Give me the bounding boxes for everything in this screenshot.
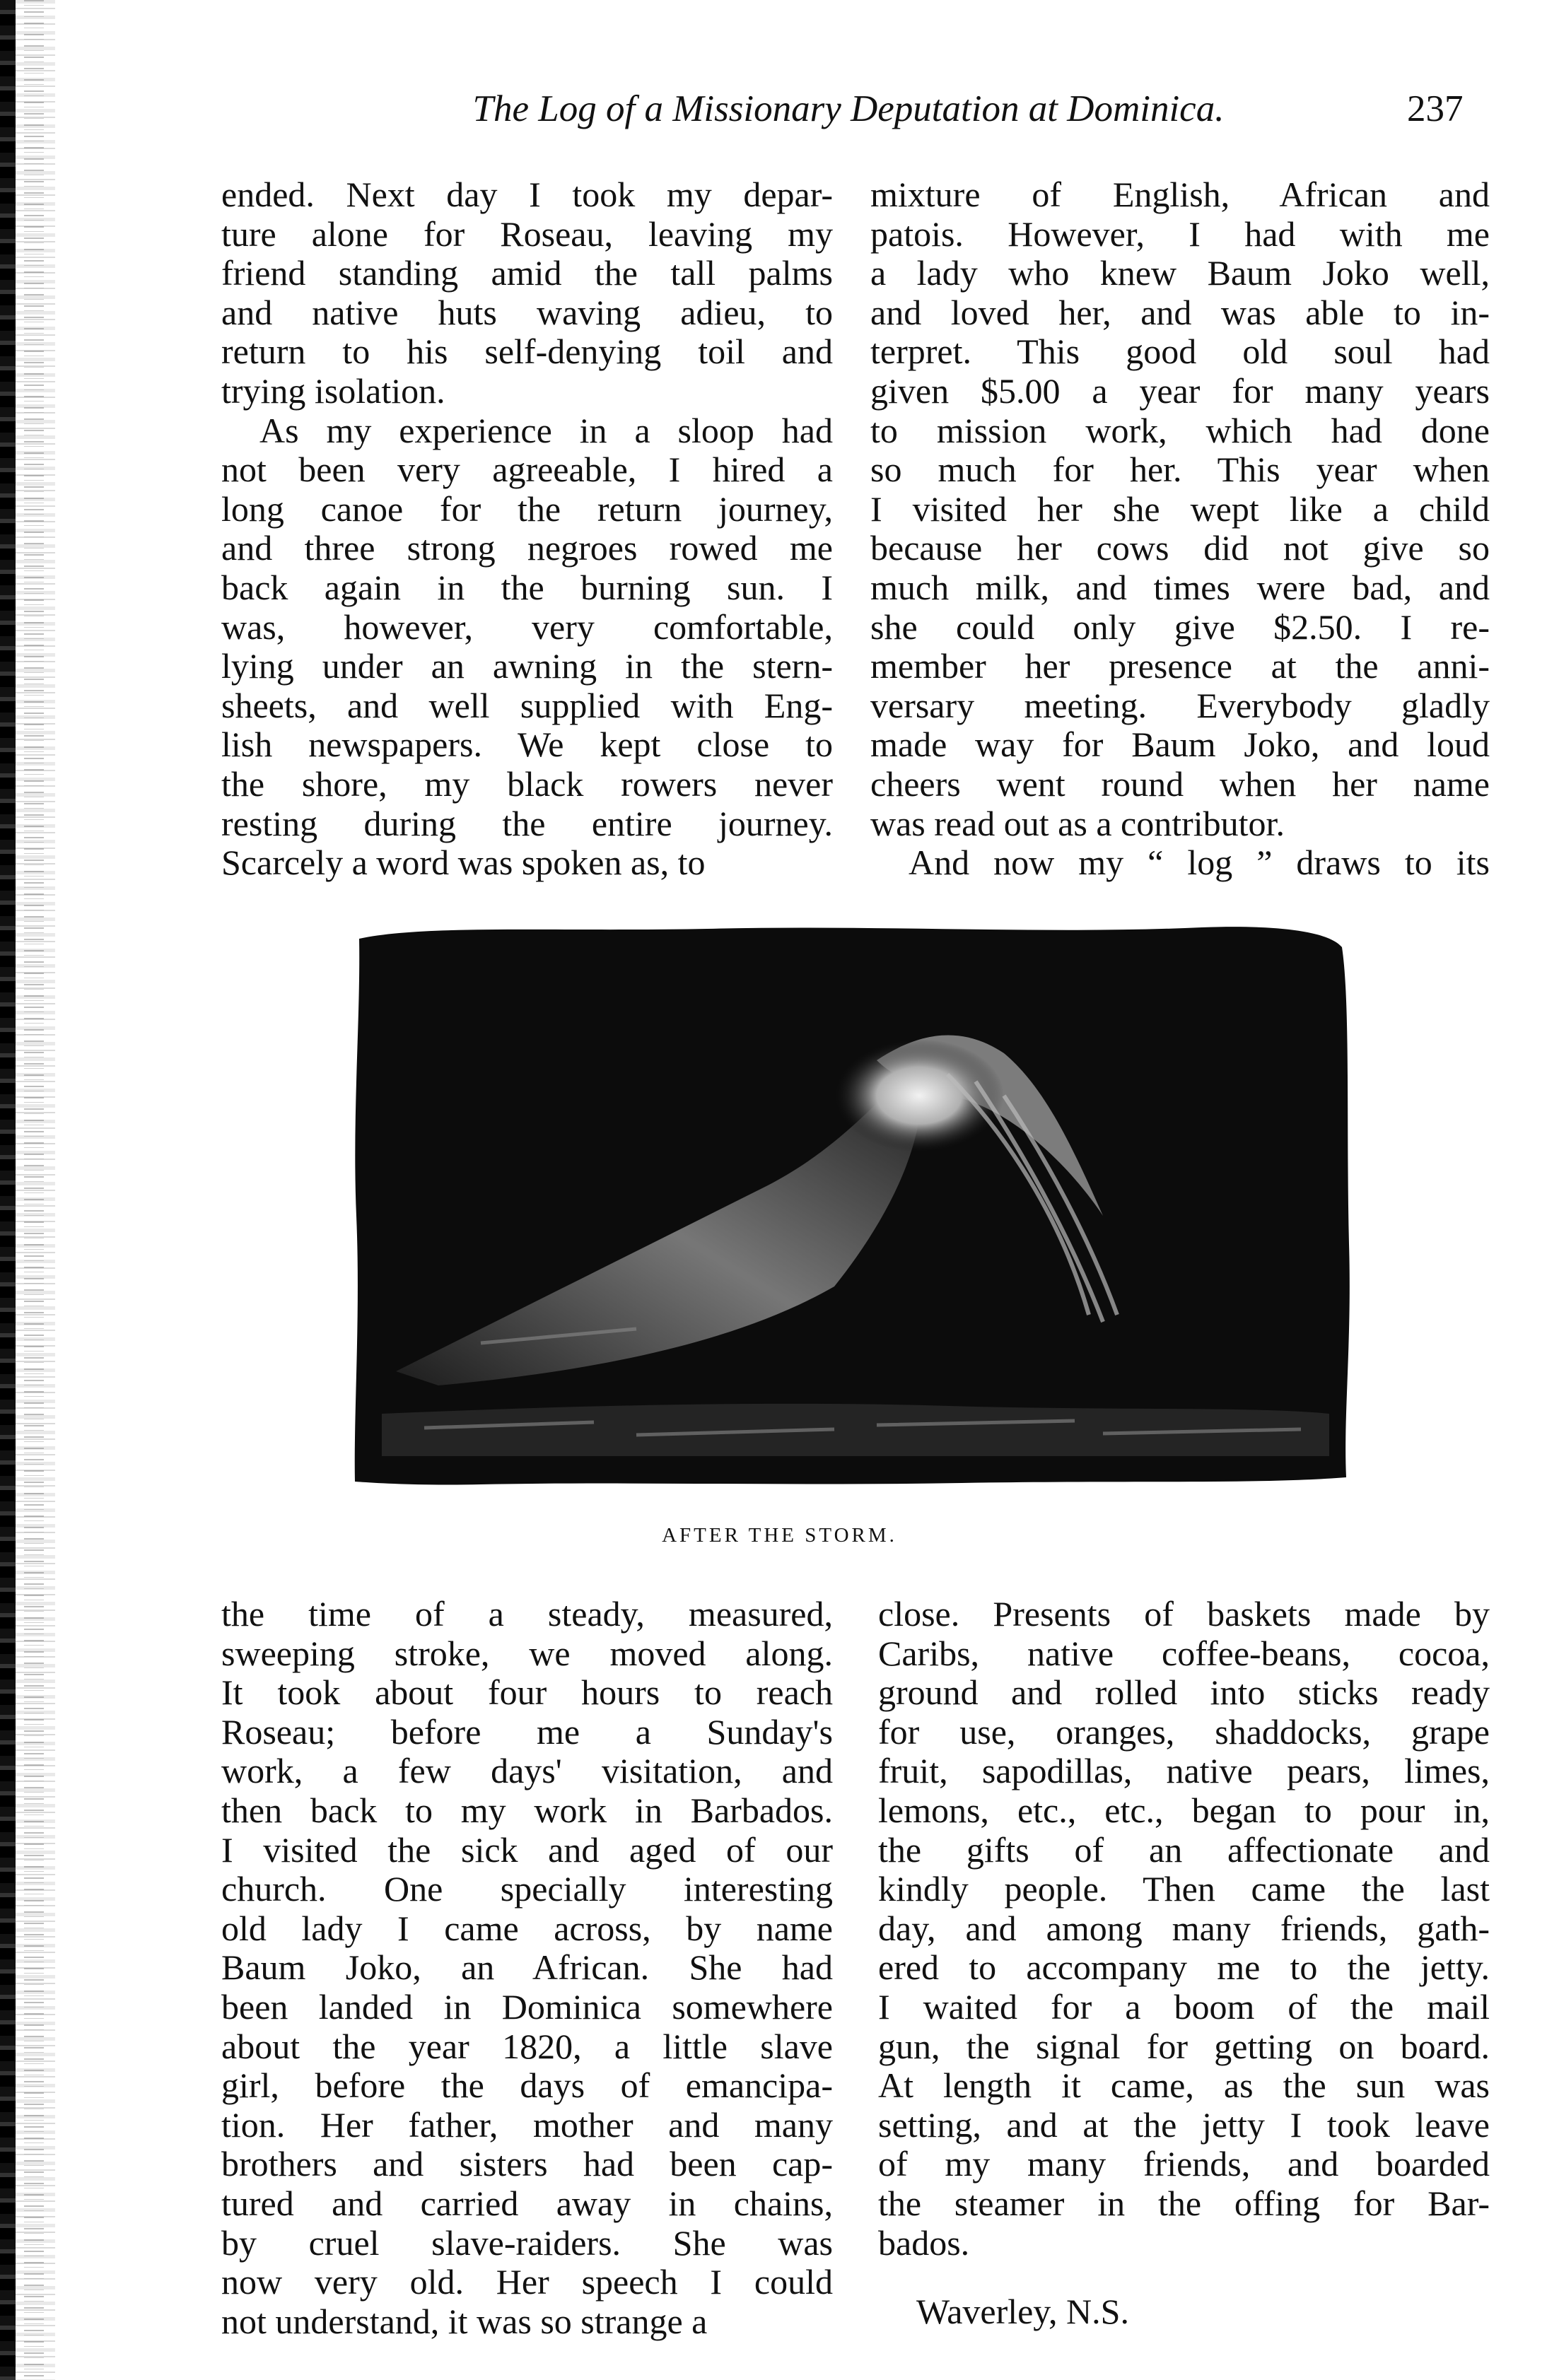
text-column-top-left: [221, 175, 833, 883]
text-line: given $5.00 a year for many years: [870, 370, 1490, 411]
text-line: by cruel slave-raiders. She was: [221, 2222, 833, 2263]
text-line: Roseau; before me a Sunday's: [221, 1711, 833, 1752]
text-line: ture alone for Roseau, leaving my: [221, 213, 833, 254]
text-line: cheers went round when her name: [870, 763, 1490, 804]
text-line: setting, and at the jetty I took leave: [878, 2104, 1490, 2145]
text-line: I visited her she wept like a child: [870, 488, 1490, 529]
text-line: now very old. Her speech I could: [221, 2262, 833, 2302]
text-column-top-right: [870, 175, 1490, 883]
text-line: tion. Her father, mother and many: [221, 2104, 833, 2145]
text-line: of my many friends, and boarded: [878, 2144, 1490, 2184]
text-line: work, a few days' visitation, and: [221, 1751, 833, 1791]
text-line: lemons, etc., etc., began to pour in,: [878, 1790, 1490, 1830]
text-line: Caribs, native coffee-beans, cocoa,: [878, 1633, 1490, 1673]
text-line: because her cows did not give so: [870, 528, 1490, 568]
text-line: a lady who knew Baum Joko well,: [870, 253, 1490, 293]
text-line: the gifts of an affectionate and: [878, 1829, 1490, 1870]
text-line: not understand, it was so strange a: [221, 2301, 708, 2341]
text-line: It took about four hours to reach: [221, 1672, 833, 1713]
text-line: fruit, sapodillas, native pears, limes,: [878, 1751, 1490, 1791]
text-line: ended. Next day I took my depar-: [221, 175, 833, 214]
text-line: long canoe for the return journey,: [221, 488, 833, 529]
text-line: member her presence at the anni-: [870, 646, 1490, 686]
light-patch: [834, 1039, 1004, 1152]
text-line: resting during the entire journey.: [221, 803, 833, 843]
text-line: I waited for a boom of the mail: [878, 1986, 1490, 2027]
text-line: terpret. This good old soul had: [870, 332, 1490, 372]
text-line: And now my “ log ” draws to its: [909, 843, 1490, 883]
text-line: tured and carried away in chains,: [221, 2183, 833, 2223]
text-line: the time of a steady, measured,: [221, 1594, 833, 1634]
illustration-caption: AFTER THE STORM.: [662, 1524, 897, 1547]
text-line: Baum Joko, an African. She had: [221, 1947, 833, 1988]
running-header-title: The Log of a Missionary Deputation at Dominica.: [472, 88, 1225, 129]
text-line: day, and among many friends, gath-: [878, 1908, 1490, 1948]
text-line: versary meeting. Everybody gladly: [870, 685, 1490, 725]
text-line: sheets, and well supplied with Eng-: [221, 685, 833, 725]
text-line: then back to my work in Barbados.: [221, 1790, 833, 1830]
text-line: was read out as a contributor.: [870, 803, 1285, 843]
text-line: lying under an awning in the stern-: [221, 646, 833, 686]
text-line: kindly people. Then came the last: [878, 1869, 1490, 1909]
text-line: lish newspapers. We kept close to: [221, 725, 833, 765]
text-line: brothers and sisters had been cap-: [221, 2144, 833, 2184]
text-line: the steamer in the offing for Bar-: [878, 2183, 1490, 2223]
text-line: and three strong negroes rowed me: [221, 528, 833, 568]
text-line: made way for Baum Joko, and loud: [870, 725, 1490, 765]
text-line: so much for her. This year when: [870, 450, 1490, 490]
text-line: close. Presents of baskets made by: [878, 1594, 1490, 1634]
text-line: mixture of English, African and: [870, 175, 1490, 214]
text-line: trying isolation.: [221, 370, 445, 411]
text-line: she could only give $2.50. I re-: [870, 606, 1490, 647]
text-line: was, however, very comfortable,: [221, 606, 833, 647]
text-line: friend standing amid the tall palms: [221, 253, 833, 293]
text-line: much milk, and times were bad, and: [870, 567, 1490, 607]
text-line: and loved her, and was able to in-: [870, 292, 1490, 332]
text-line: not been very agreeable, I hired a: [221, 450, 833, 490]
signature-place: Waverley, N.S.: [916, 2292, 1129, 2332]
text-line: back again in the burning sun. I: [221, 567, 833, 607]
text-line: ered to accompany me to the jetty.: [878, 1947, 1490, 1988]
text-line: I visited the sick and aged of our: [221, 1829, 833, 1870]
text-line: return to his self-denying toil and: [221, 332, 833, 372]
text-column-bottom-right: [878, 1595, 1490, 2332]
after-the-storm-illustration: [339, 919, 1355, 1490]
text-line: church. One specially interesting: [221, 1869, 833, 1909]
text-line: gun, the signal for getting on board.: [878, 2026, 1490, 2066]
book-binding-edge: [0, 0, 55, 2380]
text-line: Scarcely a word was spoken as, to: [221, 843, 706, 883]
text-line: As my experience in a sloop had: [259, 410, 833, 450]
text-column-bottom-left: [221, 1595, 833, 2341]
text-line: about the year 1820, a little slave: [221, 2026, 833, 2066]
text-line: for use, oranges, shaddocks, grape: [878, 1711, 1490, 1752]
page-number: 237: [1407, 88, 1464, 129]
text-line: ground and rolled into sticks ready: [878, 1672, 1490, 1713]
text-line: and native huts waving adieu, to: [221, 292, 833, 332]
text-line: bados.: [878, 2222, 970, 2263]
text-line: been landed in Dominica somewhere: [221, 1986, 833, 2027]
text-line: the shore, my black rowers never: [221, 763, 833, 804]
text-line: sweeping stroke, we moved along.: [221, 1633, 833, 1673]
text-line: patois. However, I had with me: [870, 213, 1490, 254]
text-line: girl, before the days of emancipa-: [221, 2065, 833, 2106]
sea-surface: [382, 1404, 1329, 1456]
text-line: At length it came, as the sun was: [878, 2065, 1490, 2106]
text-line: to mission work, which had done: [870, 410, 1490, 450]
text-line: old lady I came across, by name: [221, 1908, 833, 1948]
